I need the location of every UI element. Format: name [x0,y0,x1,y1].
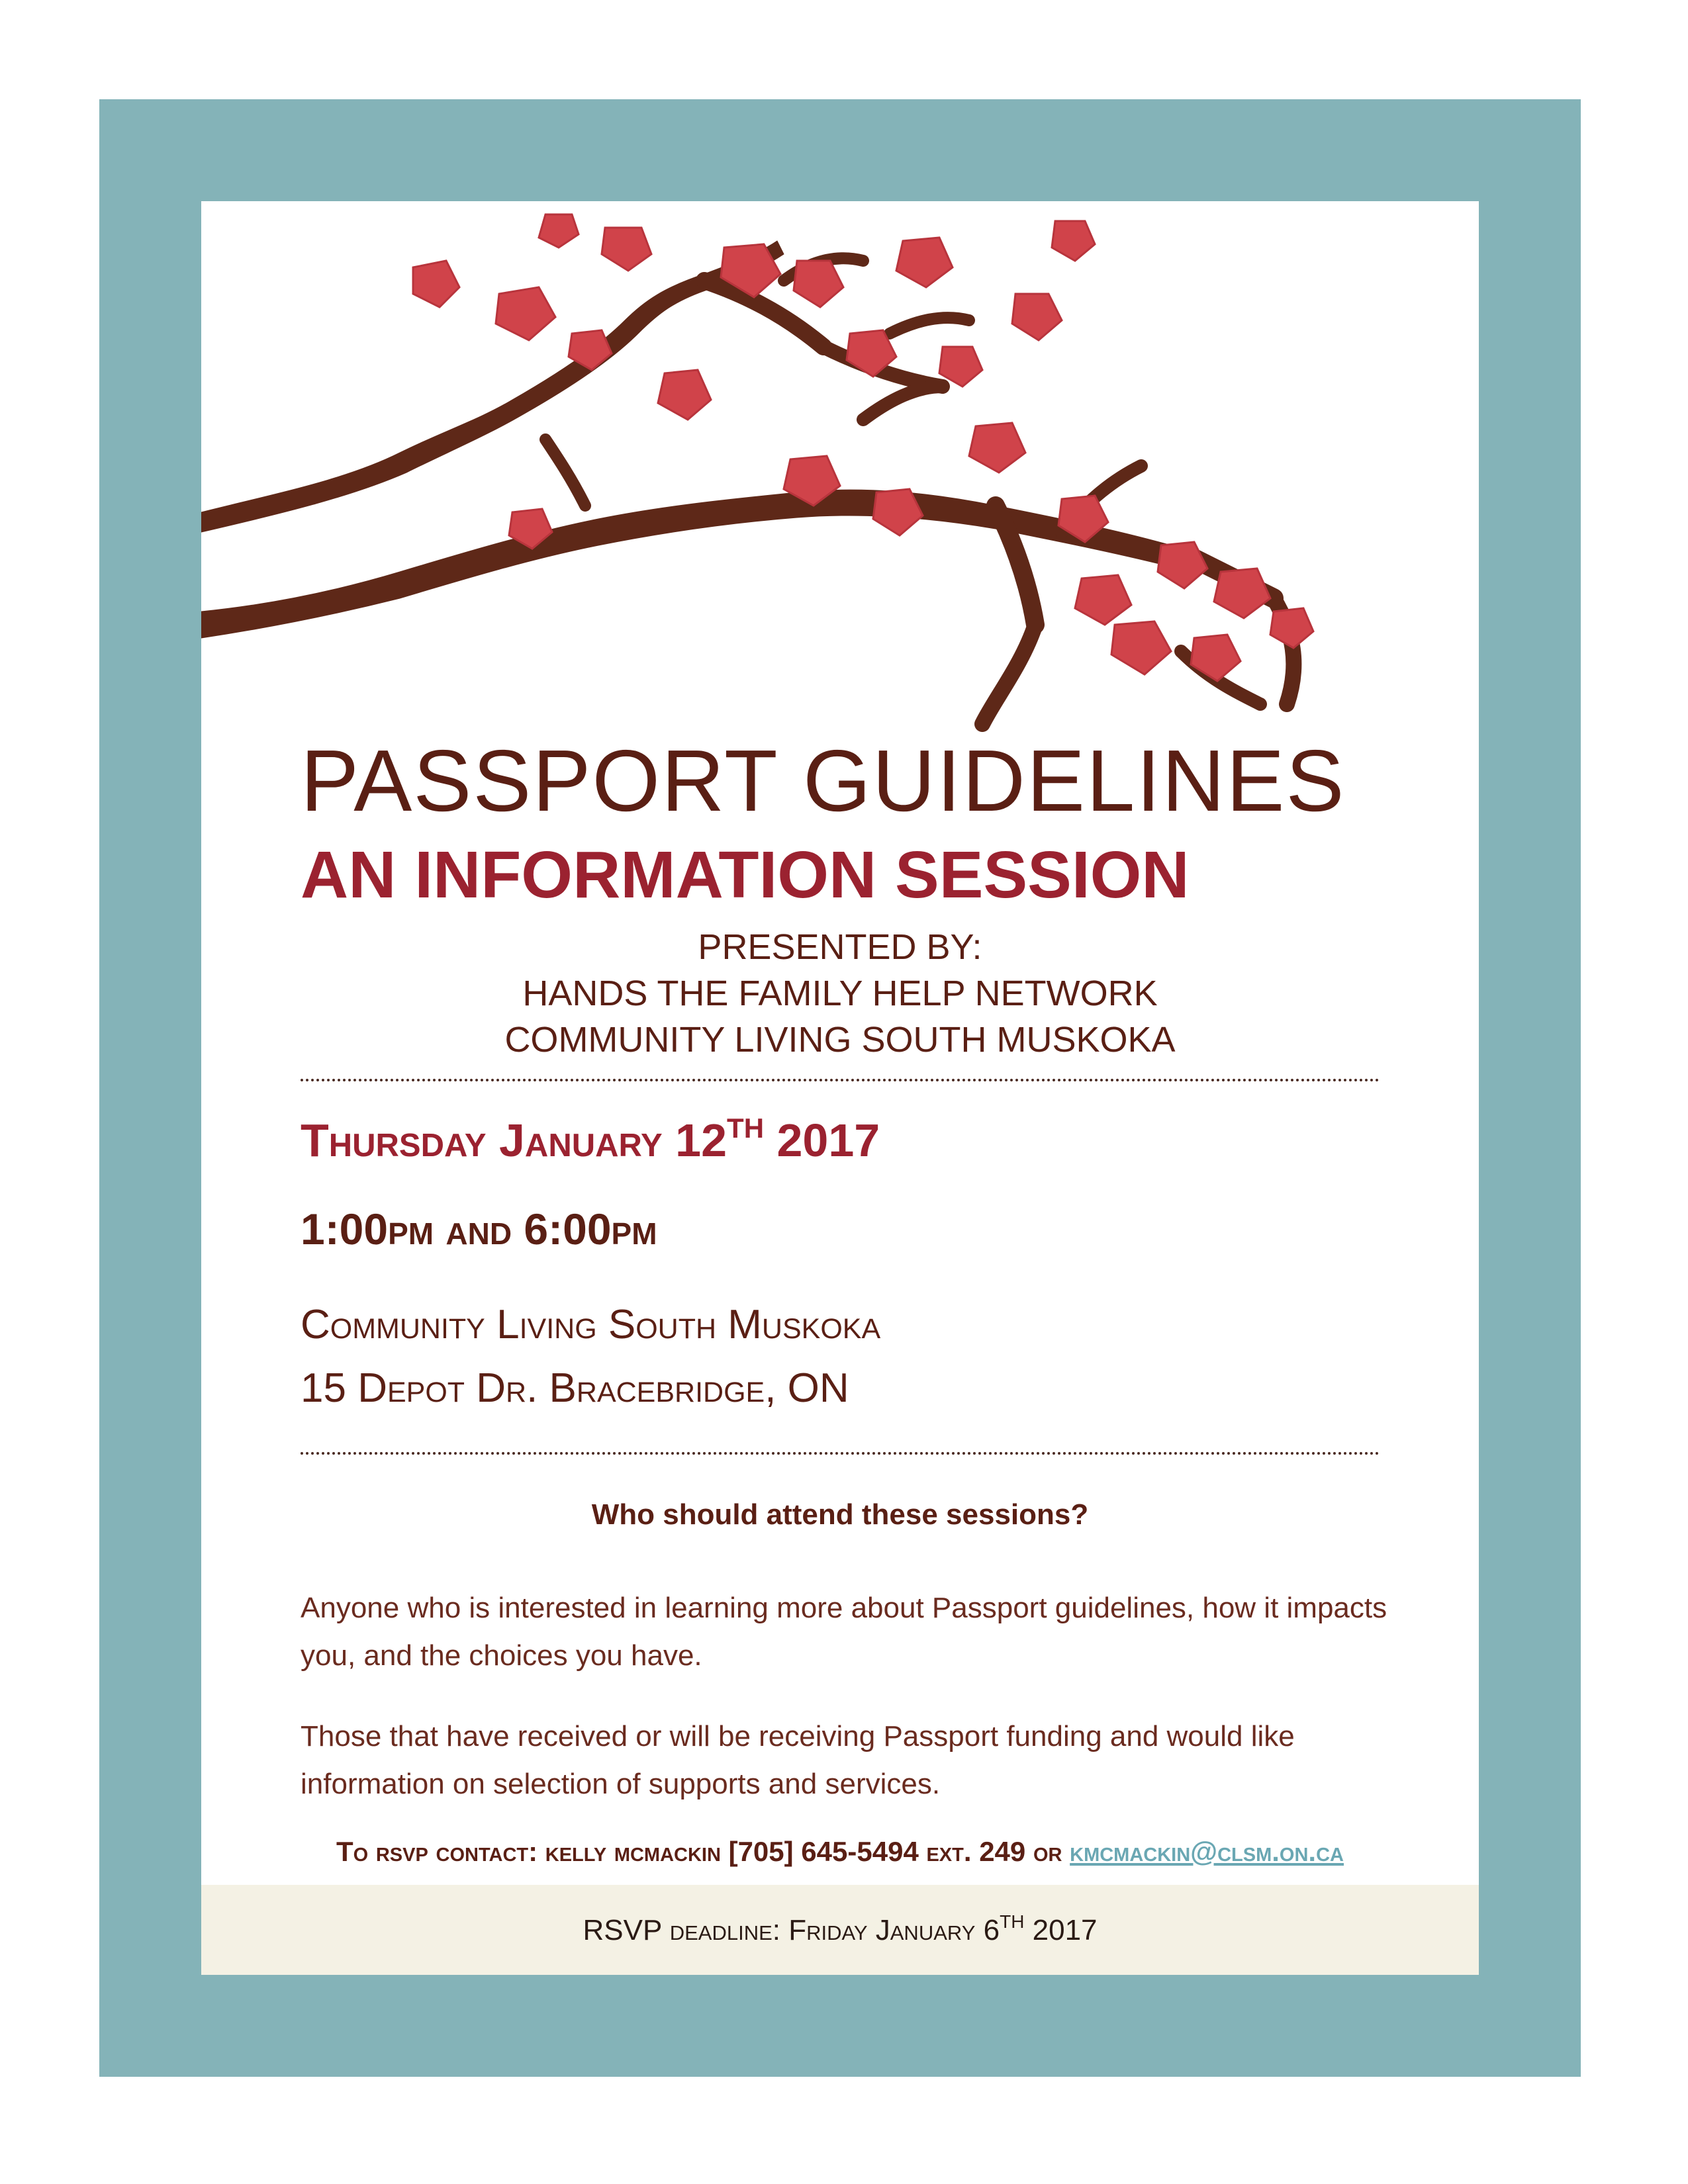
event-date-year: 2017 [764,1115,880,1166]
attend-question: Who should attend these sessions? [591,1498,1089,1531]
venue-name: Community Living South Muskoka [301,1302,881,1347]
presenters-block [201,924,1479,1063]
rsvp-contact [201,1836,1479,1868]
venue-address: 15 Depot Dr. Bracebridge, ON [301,1365,849,1411]
rsvp-deadline-text: RSVP deadline: Friday January 6 [583,1914,1000,1946]
rsvp-email-link[interactable]: kmcmackin@clsm.on.ca [1070,1836,1344,1867]
presenter-name: COMMUNITY LIVING SOUTH MUSKOKA [504,1020,1176,1060]
event-date-suffix: TH [727,1113,765,1144]
presented-by-label: PRESENTED BY: [698,927,982,967]
rsvp-deadline-year: 2017 [1024,1914,1098,1946]
rsvp-contact-text: To rsvp contact: kelly mcmackin [705] 645-5494 ext. 249 or [336,1836,1070,1867]
rsvp-deadline-suffix: TH [1000,1911,1025,1932]
event-location [301,1293,1426,1420]
page-subtitle: AN INFORMATION SESSION [301,838,1190,912]
event-date-text: Thursday January 12 [301,1115,727,1166]
event-time: 1:00pm and 6:00pm [301,1205,657,1253]
presenter-name: HANDS THE FAMILY HELP NETWORK [522,974,1158,1013]
rsvp-deadline-band [201,1885,1479,1975]
flyer-panel [201,201,1479,1975]
page-title: PASSPORT GUIDELINES [301,732,1346,829]
dotted-divider [301,1452,1380,1455]
event-date [301,1113,1426,1166]
attend-paragraph: Those that have received or will be receiving Passport funding and would like information on selection of supports and services. [301,1720,1295,1800]
dotted-divider [301,1079,1380,1081]
attend-paragraph: Anyone who is interested in learning more about Passport guidelines, how it impacts you, and the choices you have. [301,1592,1387,1672]
rsvp-deadline [201,1911,1479,1947]
